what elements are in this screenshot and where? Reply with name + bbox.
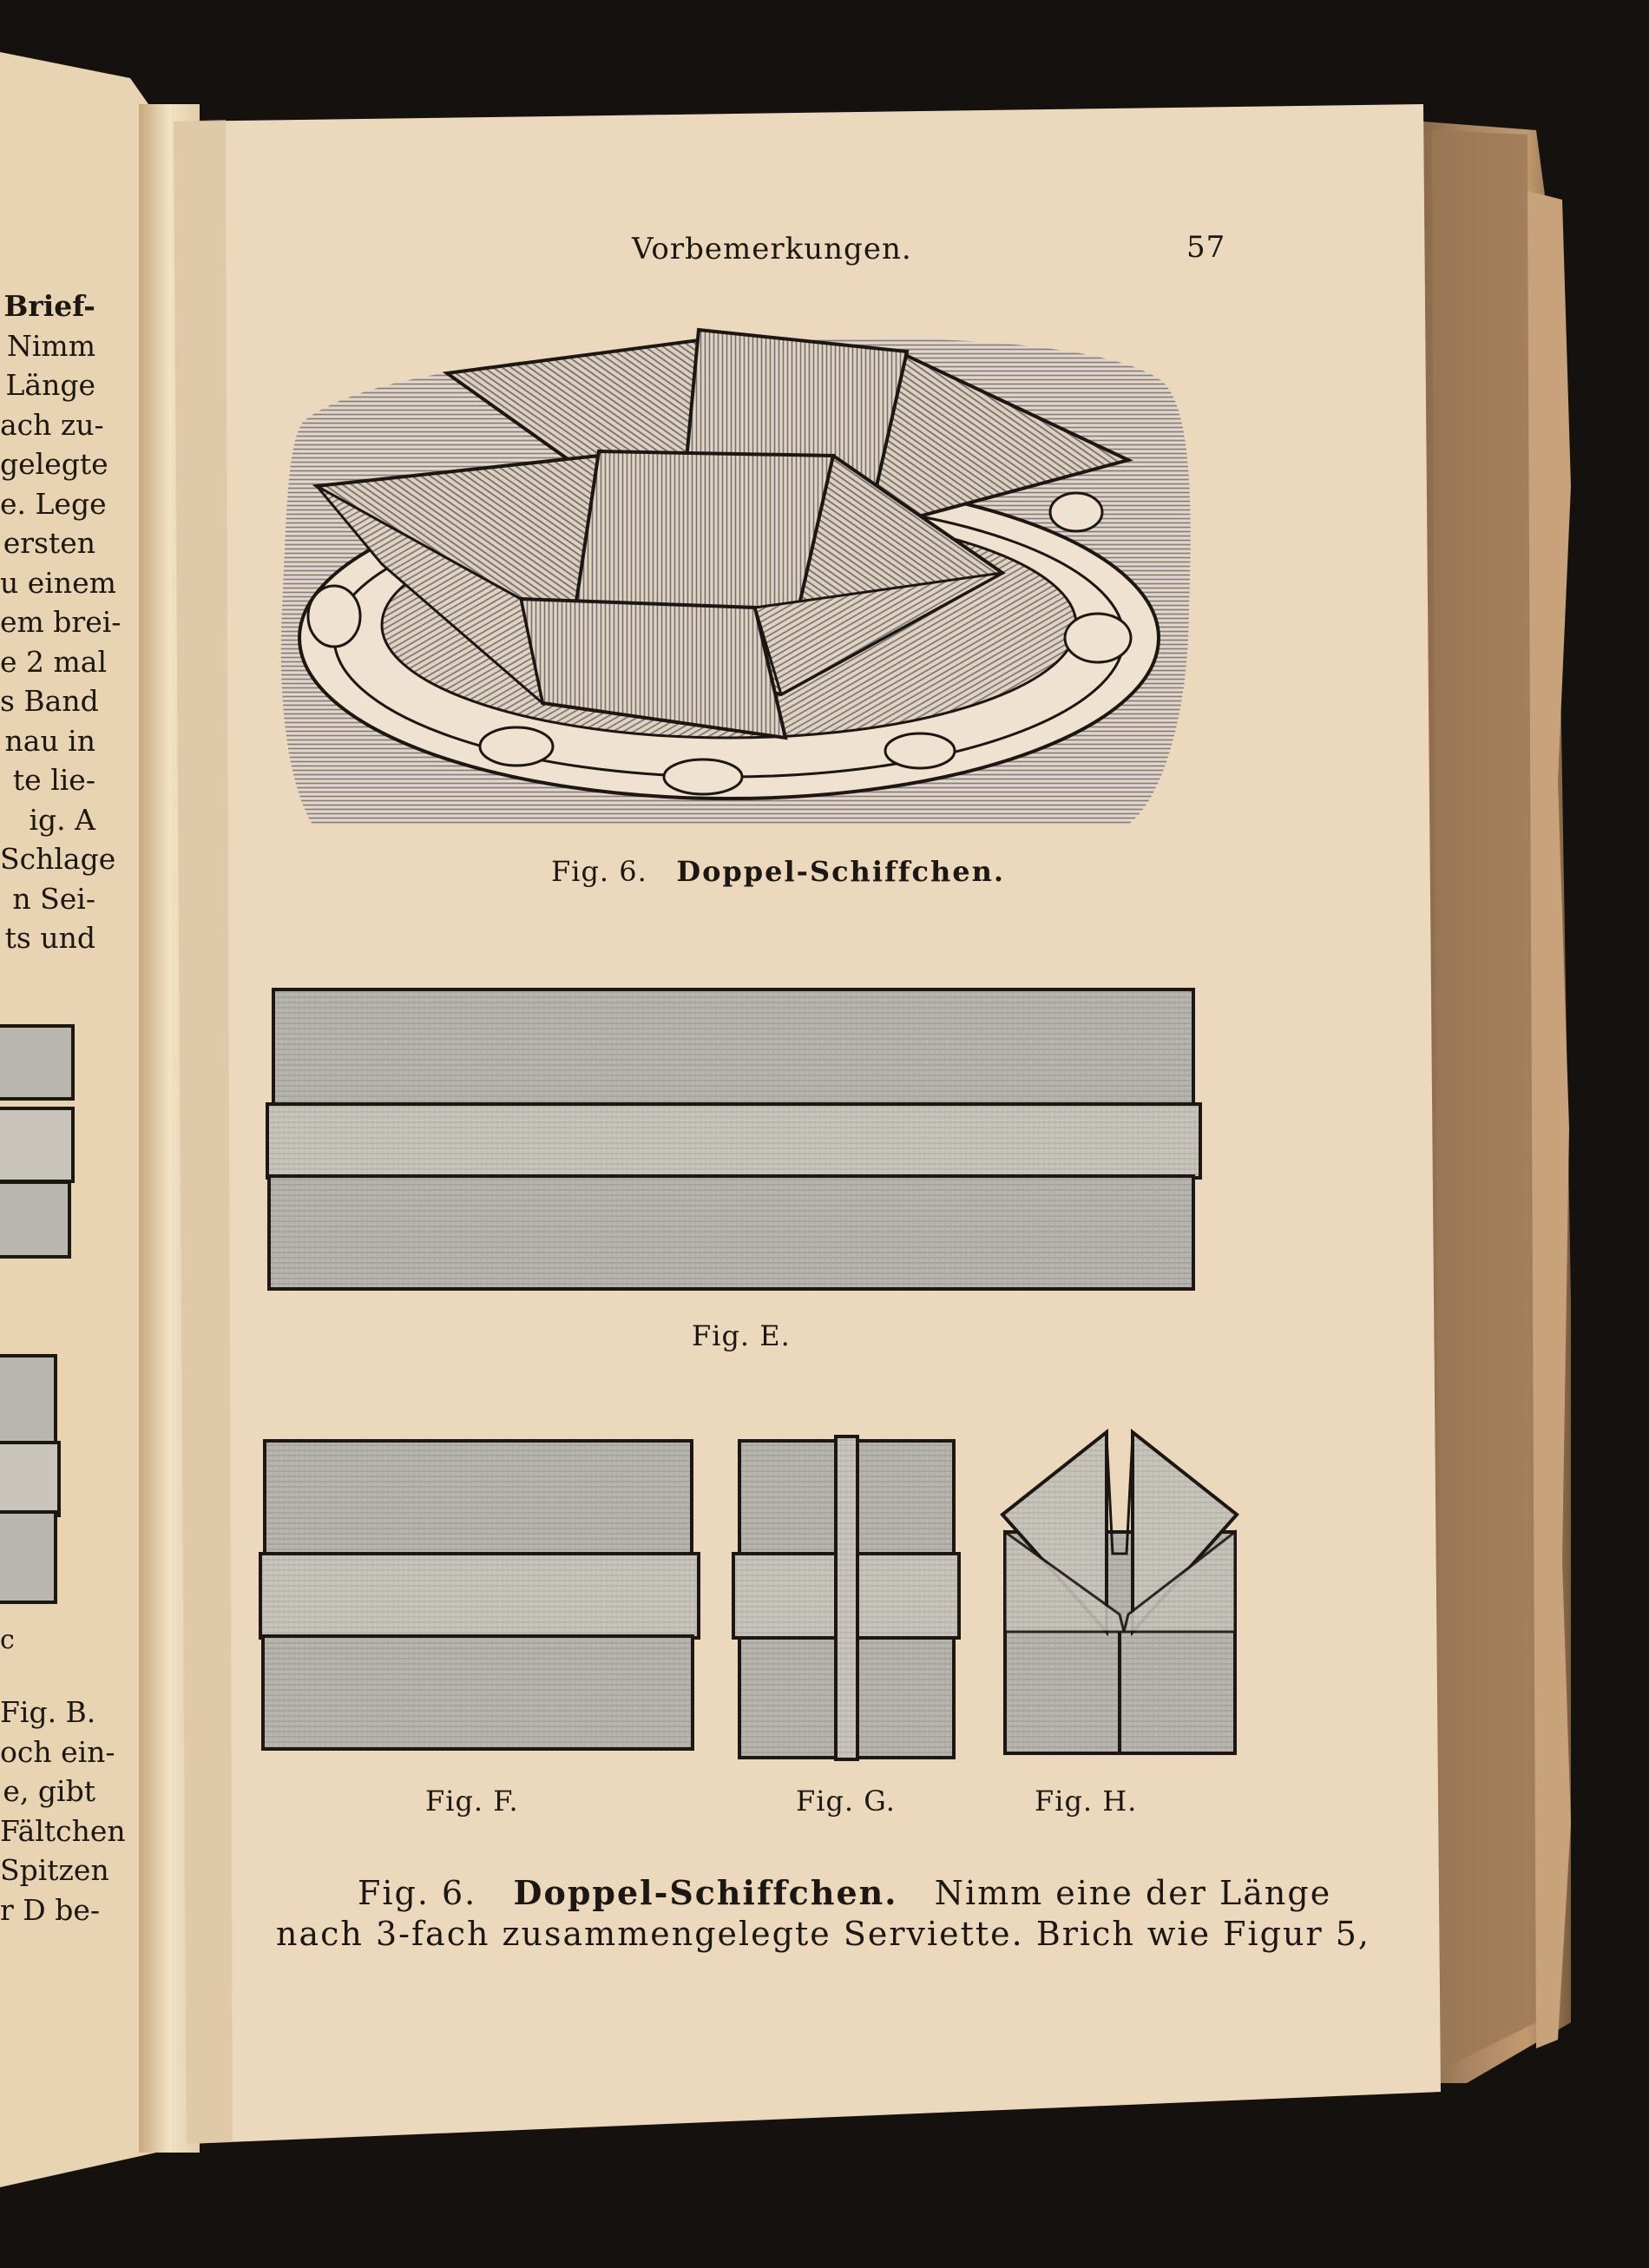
- fig-e-diagram: [267, 989, 1200, 1289]
- left-line: Fig. B.: [0, 1695, 96, 1729]
- fig6-illustration: [281, 330, 1191, 825]
- body-title: Doppel-Schiffchen.: [513, 1873, 898, 1912]
- left-line: Länge: [5, 368, 95, 402]
- left-line: r D be-: [0, 1892, 101, 1927]
- left-line: ersten: [3, 526, 95, 560]
- fig-e-middle-fold: [267, 1104, 1200, 1178]
- fig-g-caption: Fig. G.: [796, 1785, 896, 1818]
- left-line: Fältchen: [0, 1813, 126, 1848]
- left-stray-mark: c: [0, 1625, 15, 1655]
- body-line-1-rest: Nimm eine der Länge: [934, 1874, 1332, 1912]
- fig-g-diagram: [733, 1436, 959, 1759]
- left-line: Nimm: [6, 328, 95, 363]
- body-line-2: nach 3-fach zusammengelegte Serviette. Brich wie Figur 5,: [276, 1915, 1370, 1953]
- left-line: ach zu-: [0, 407, 104, 442]
- left-line: e. Lege: [0, 486, 107, 521]
- left-fig-fold: [0, 1441, 61, 1517]
- fig-e-caption: Fig. E.: [692, 1319, 791, 1352]
- left-line: e, gibt: [3, 1774, 95, 1808]
- left-page-text-top: [0, 286, 122, 958]
- left-fig-fold: [0, 1510, 57, 1604]
- left-fig-fold: [0, 1354, 57, 1448]
- left-line: te lie-: [12, 763, 95, 797]
- left-line: s Band: [0, 684, 99, 718]
- fig-h-caption: Fig. H.: [1035, 1785, 1138, 1818]
- left-fig-fold: [0, 1107, 75, 1183]
- left-line: Brief-: [3, 289, 95, 323]
- fig-e-top-fold: [273, 989, 1193, 1107]
- left-line: ts und: [4, 921, 95, 955]
- body-line-1: [358, 1873, 1331, 1912]
- left-line: u einem: [0, 565, 116, 600]
- left-page-text-bottom: [0, 1693, 126, 1929]
- left-line: n Sei-: [12, 881, 95, 916]
- page-number: 57: [1186, 230, 1226, 265]
- body-prefix: Fig. 6.: [358, 1874, 477, 1912]
- left-line: nau in: [4, 723, 95, 758]
- left-line: e 2 mal: [0, 644, 108, 679]
- fig-f-caption: Fig. F.: [425, 1785, 519, 1818]
- fig-f-diagram: [260, 1441, 699, 1749]
- left-line: em brei-: [0, 605, 122, 639]
- left-line: Schlage: [0, 842, 116, 876]
- running-head: Vorbemerkungen.: [632, 232, 912, 266]
- left-fig-fold: [0, 1024, 75, 1101]
- left-line: ig. A: [29, 802, 95, 837]
- left-line: gelegte: [0, 447, 108, 481]
- left-line: och ein-: [0, 1734, 115, 1769]
- fig6-caption: [551, 855, 1005, 888]
- left-line: Spitzen: [0, 1853, 109, 1887]
- fig-e-bottom-fold: [269, 1176, 1193, 1289]
- fig6-caption-title: Doppel-Schiffchen.: [676, 855, 1006, 888]
- fig6-caption-prefix: Fig. 6.: [551, 855, 647, 888]
- left-fig-fold: [0, 1180, 71, 1259]
